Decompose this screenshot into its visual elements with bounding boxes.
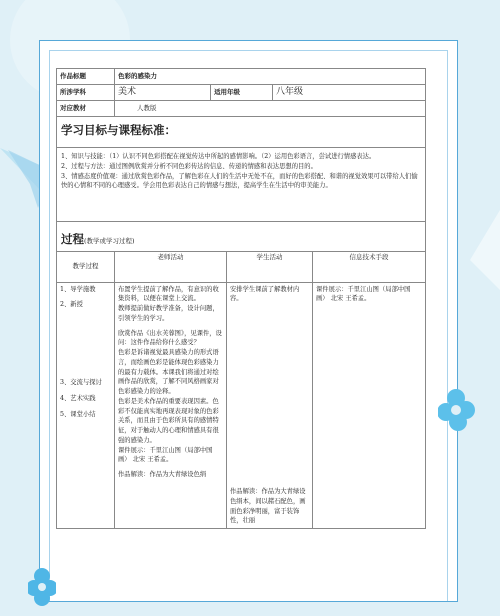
step-1: 1、导学施教 — [60, 285, 96, 293]
subject-label: 所涉学科 — [57, 85, 115, 101]
flower-decoration-right — [438, 388, 478, 448]
col-student-header: 学生活动 — [227, 251, 313, 282]
grade-label: 适用年级 — [211, 85, 273, 101]
header-table — [56, 68, 426, 252]
subject-value: 美术 — [115, 85, 211, 101]
title-label: 作品标题 — [57, 69, 115, 85]
teacher-para-3: 欣赏作品《出水芙蓉图》，见课件，设问：这件作品给你什么感受？ — [118, 329, 222, 347]
teacher-cell — [115, 282, 227, 529]
col-step-header: 教学过程 — [57, 251, 115, 282]
textbook-label: 对应教材 — [57, 101, 115, 117]
process-heading: 过程 — [61, 232, 84, 247]
col-tech-header: 信息技术手段 — [313, 251, 426, 282]
process-heading-sub: (教学或学习过程) — [84, 237, 135, 246]
document-page — [56, 68, 426, 600]
standards-heading: 学习目标与课程标准： — [57, 117, 426, 148]
student-cell — [227, 282, 313, 529]
step-5: 5、课堂小结 — [60, 410, 96, 418]
standards-line-3: 3、情感态度价值观：通过欣赏色彩作品，了解色彩在人们的生活中无处不在，而好的色彩搭配、和谐的视觉效果可以带给人们愉快的心情和不同的心理感受。学会用色彩表达自己的情感与想法，提高学生在生活中的审美能力。 — [61, 172, 418, 189]
teacher-para-2: 教师提前做好教学准备，设计问题，引领学生的学习。 — [118, 305, 219, 322]
standards-body — [57, 147, 426, 222]
grade-value: 八年级 — [273, 85, 426, 101]
teacher-para-5: 色彩是美术作品的重要表现因素。色彩不仅能真实地再现表现对象的色彩关系，而且由于色彩所具有的感情特征，对于触动人的心理和情感具有很强的感染力。 — [118, 397, 219, 444]
process-table — [56, 251, 426, 530]
student-para-2: 作品解读：作品为大青绿设色绢本，间以赭石配色，画面色彩净明丽，富于装饰性，壮丽 — [230, 488, 306, 525]
student-para-1: 安排学生课前了解教材内容。 — [230, 285, 300, 303]
step-3: 3、交流与探讨 — [60, 379, 102, 387]
standards-line-1: 1、知识与技能：（1）认识不同色彩搭配在视觉传达中所起的感情影响。（2）运用色彩语言，尝试进行情感表达。 — [61, 152, 376, 160]
process-heading-cell — [57, 222, 426, 252]
step-4: 4、艺术实践 — [60, 394, 96, 402]
textbook-value: 人教版 — [115, 101, 426, 117]
teacher-para-1: 布置学生提前了解作品，有意识的收集资料，以便在课堂上交流。 — [118, 285, 219, 303]
steps-cell — [57, 282, 115, 529]
title-value: 色彩的感染力 — [115, 69, 426, 85]
step-2: 2、新授 — [60, 301, 83, 309]
teacher-para-6: 课件展示：千里江山图（局部中国画） 北宋 王希孟。 — [118, 446, 213, 464]
teacher-para-4: 色彩是诉诸视觉最具感染力的形式语言，而绘画色彩是能体现色彩感染力的最有力载体。本课我们将通过对绘画作品的欣赏，了解不同风格画家对色彩感染力的诠释。 — [118, 349, 219, 396]
col-teacher-header: 老师活动 — [115, 251, 227, 282]
tech-cell — [313, 282, 426, 529]
teacher-para-7: 作品解读：作品为大青绿设色绢 — [118, 471, 207, 479]
standards-line-2: 2、过程与方法：通过图例欣赏并分析不同色彩传达的信息、传递的情感和表达思想的目的。 — [61, 162, 317, 170]
flower-decoration-left — [28, 566, 58, 616]
tech-para-1: 课件展示：千里江山图（局部中国画） 北宋 王希孟。 — [316, 285, 411, 303]
